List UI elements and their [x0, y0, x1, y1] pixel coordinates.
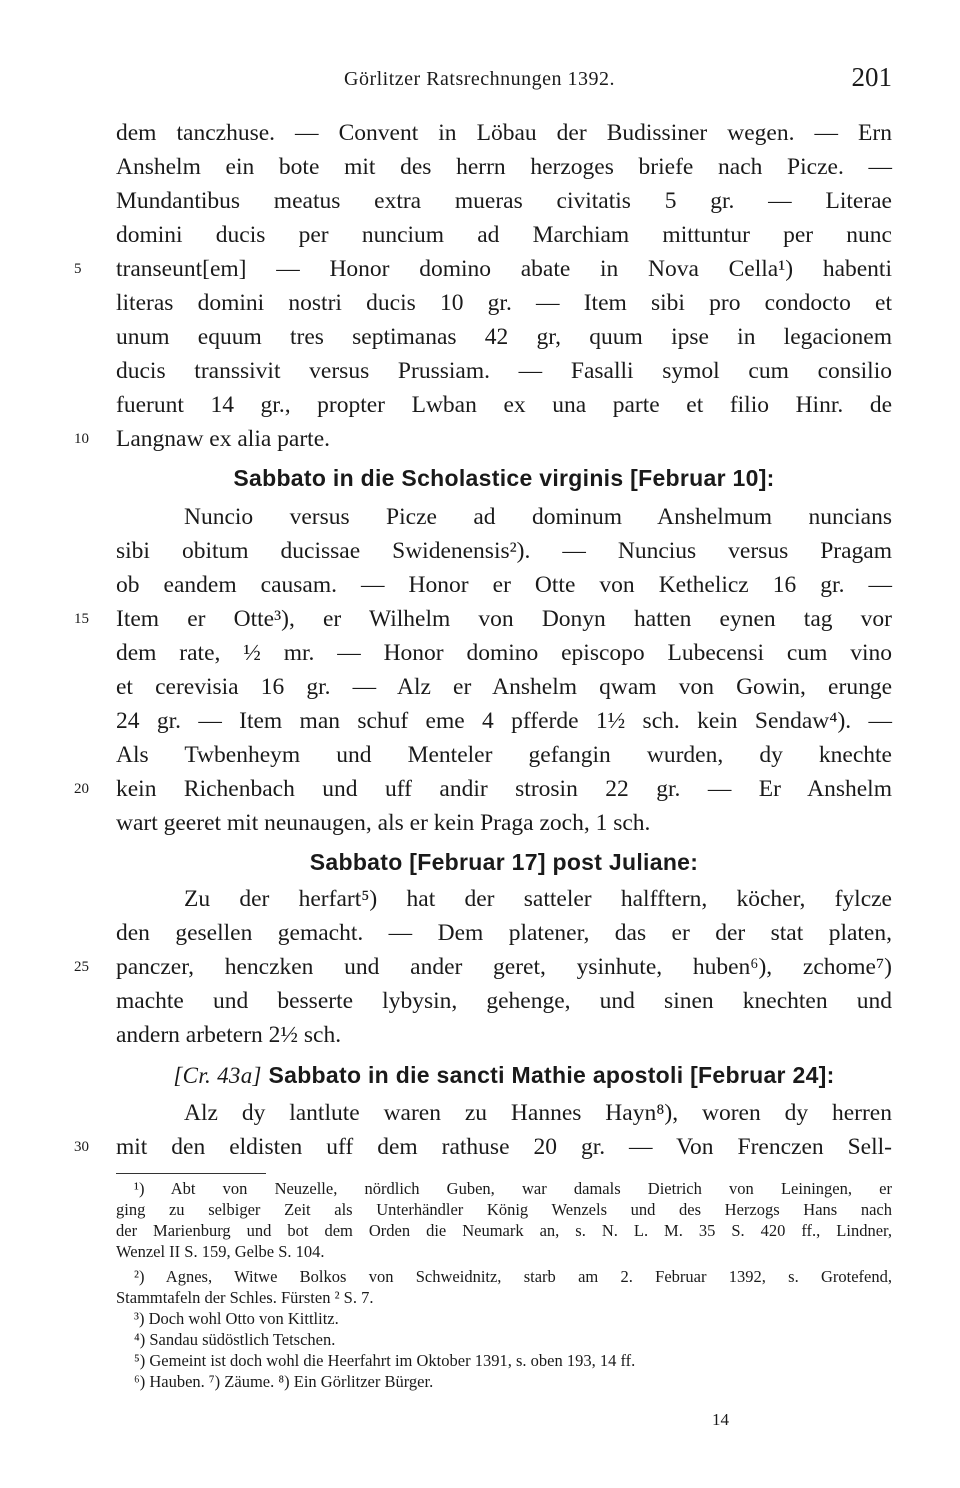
line-number: 5 — [74, 261, 82, 277]
text-line: Anshelm ein bote mit des herrn herzoges briefe nach Picze. — — [116, 154, 892, 180]
text-line: Alz dy lantlute waren zu Hannes Hayn⁸), woren dy herren — [184, 1100, 892, 1126]
footnote-line: ¹) Abt von Neuzelle, nördlich Guben, war damals Dietrich von Leiningen, er — [134, 1179, 892, 1198]
line-number: 15 — [74, 611, 89, 627]
text-line: Nuncio versus Picze ad dominum Anshelmum nuncians — [184, 504, 892, 530]
text-line: dem tanczhuse. — Convent in Löbau der Budissiner wegen. — Ern — [116, 120, 892, 146]
line-number: 25 — [74, 959, 89, 975]
text-line: transeunt[em] — Honor domino abate in Nova Cella¹) habenti — [116, 256, 892, 282]
text-line: wart geeret mit neunaugen, als er kein Praga zoch, 1 sch. — [116, 810, 651, 836]
text-line: unum equum tres septimanas 42 gr, quum ipse in legacionem — [116, 324, 892, 350]
manuscript-reference: [Cr. 43a] — [173, 1063, 262, 1088]
footnote-line: Wenzel II S. 159, Gelbe S. 104. — [116, 1242, 325, 1261]
text-line: andern arbetern 2½ sch. — [116, 1022, 342, 1048]
footnote-line: der Marienburg und bot dem Orden die Neumark an, s. N. L. M. 35 S. 420 ff., Lindner, — [116, 1221, 892, 1240]
section-heading — [116, 1056, 892, 1094]
page-header — [116, 62, 892, 102]
footnote-line: ⁶) Hauben. ⁷) Zäume. ⁸) Ein Görlitzer Bürger. — [134, 1372, 434, 1391]
text-line: 24 gr. — Item man schuf eme 4 pfferde 1½ sch. kein Sendaw⁴). — — [116, 708, 892, 734]
text-line: et cerevisia 16 gr. — Alz er Anshelm qwam von Gowin, erunge — [116, 674, 892, 700]
running-title: Görlitzer Ratsrechnungen 1392. — [344, 68, 616, 90]
text-line: Mundantibus meatus extra mueras civitatis 5 gr. — Literae — [116, 188, 892, 214]
text-line: kein Richenbach und uff andir strosin 22 gr. — Er Anshelm — [116, 776, 892, 802]
text-line: fuerunt 14 gr., propter Lwban ex una parte et filio Hinr. de — [116, 392, 892, 418]
text-line: panczer, henczken und ander geret, ysinhute, huben⁶), zchome⁷) — [116, 954, 892, 980]
text-line: sibi obitum ducissae Swidenensis²). — Nuncius versus Pragam — [116, 538, 892, 564]
page-number: 201 — [851, 62, 892, 92]
text-line: machte und besserte lybysin, gehenge, und sinen knechten und — [116, 988, 892, 1014]
section-heading-text: Sabbato in die sancti Mathie apostoli [Februar 24]: — [268, 1062, 835, 1088]
text-line: ob eandem causam. — Honor er Otte von Kethelicz 16 gr. — — [116, 572, 892, 598]
footnote-line: ³) Doch wohl Otto von Kittlitz. — [134, 1309, 339, 1328]
footnote-line: ⁵) Gemeint ist doch wohl die Heerfahrt im Oktober 1391, s. oben 193, 14 ff. — [134, 1351, 636, 1370]
line-number: 10 — [74, 431, 89, 447]
footnote-divider — [116, 1173, 266, 1174]
line-number: 20 — [74, 781, 89, 797]
signature-mark: 14 — [712, 1410, 729, 1429]
text-line: dem rate, ½ mr. — Honor domino episcopo Lubecensi cum vino — [116, 640, 892, 666]
text-line: Item er Otte³), er Wilhelm von Donyn hatten eynen tag vor — [116, 606, 892, 632]
text-line: ducis transsivit versus Prussiam. — Fasalli symol cum consilio — [116, 358, 892, 384]
line-number: 30 — [74, 1139, 89, 1155]
text-line: literas domini nostri ducis 10 gr. — Item sibi pro condocto et — [116, 290, 892, 316]
section-heading: Sabbato in die Scholastice virginis [Februar 10]: — [233, 465, 775, 491]
section-heading: Sabbato [Februar 17] post Juliane: — [309, 849, 699, 875]
footnote-line: Stammtafeln der Schles. Fürsten ² S. 7. — [116, 1288, 374, 1307]
text-line: Als Twbenheym und Menteler gefangin wurden, dy knechte — [116, 742, 892, 768]
text-line: Zu der herfart⁵) hat der satteler halfftern, köcher, fylcze — [184, 886, 892, 912]
footnote-line: ²) Agnes, Witwe Bolkos von Schweidnitz, starb am 2. Februar 1392, s. Grotefend, — [134, 1267, 892, 1286]
footnote-line: ⁴) Sandau südöstlich Tetschen. — [134, 1330, 336, 1349]
text-line: domini ducis per nuncium ad Marchiam mittuntur per nunc — [116, 222, 892, 248]
text-line: Langnaw ex alia parte. — [116, 426, 331, 452]
text-line: den gesellen gemacht. — Dem platener, das er der stat platen, — [116, 920, 892, 946]
footnote-line: ging zu selbiger Zeit als Unterhändler König Wenzels und des Herzogs Hans nach — [116, 1200, 892, 1219]
text-line: mit den eldisten uff dem rathuse 20 gr. — Von Frenczen Sell- — [116, 1134, 892, 1160]
